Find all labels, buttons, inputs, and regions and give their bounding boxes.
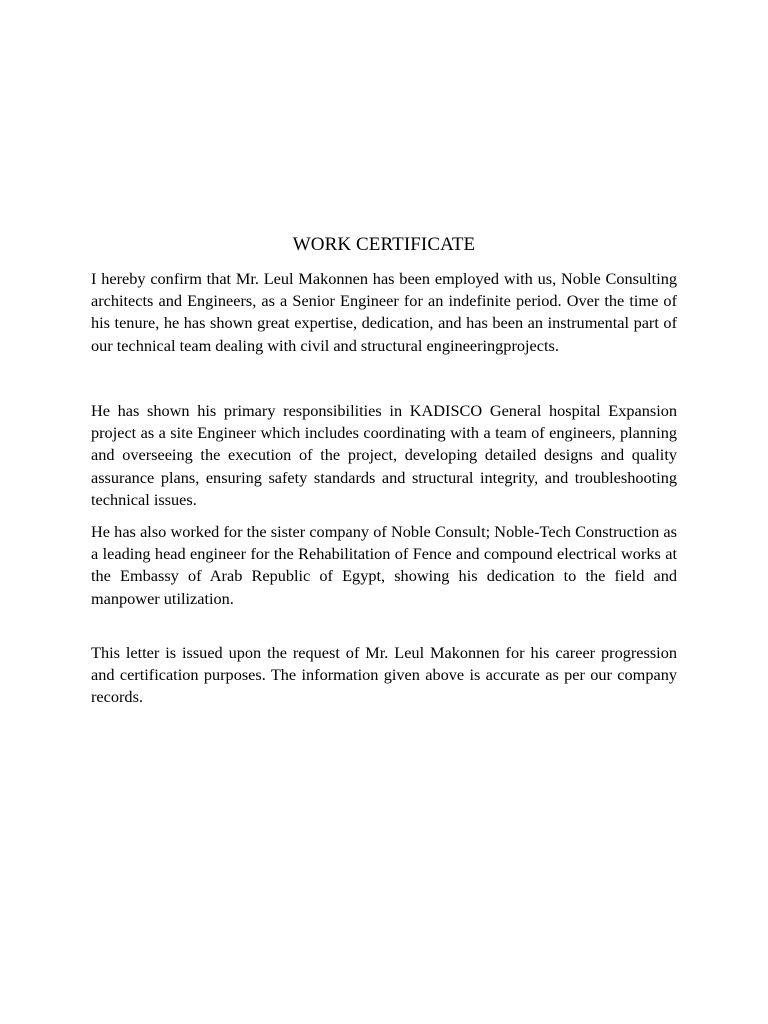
document-title: WORK CERTIFICATE bbox=[292, 234, 476, 255]
paragraph-employment-confirmation: I hereby confirm that Mr. Leul Makonnen has been employed with us, Noble Consulting architects and Engineers, as a Senior Engineer for an indefinite period. Over the time of his tenure, he has shown great expertise, dedication, and has been an instrumental part of our technical team dealing with civil and structural engineeringprojects. bbox=[91, 269, 677, 355]
paragraph-sister-company-work: He has also worked for the sister company of Noble Consult; Noble-Tech Construction as a leading head engineer for the Rehabilitation of Fence and compound electrical works at the Embassy of Arab Republic of Egypt, showing his dedication to the field and manpower utilization. bbox=[91, 522, 677, 608]
paragraph-issuance-purpose: This letter is issued upon the request of Mr. Leul Makonnen for his career progression and certification purposes. The information given above is accurate as per our company records. bbox=[91, 643, 677, 707]
paragraph-responsibilities: He has shown his primary responsibilities in KADISCO General hospital Expansion project as a site Engineer which includes coordinating with a team of engineers, planning and overseeing the execution of the project, developing detailed designs and quality assurance plans, ensuring safety standards and structural integrity, and troubleshooting technical issues. bbox=[91, 401, 677, 509]
